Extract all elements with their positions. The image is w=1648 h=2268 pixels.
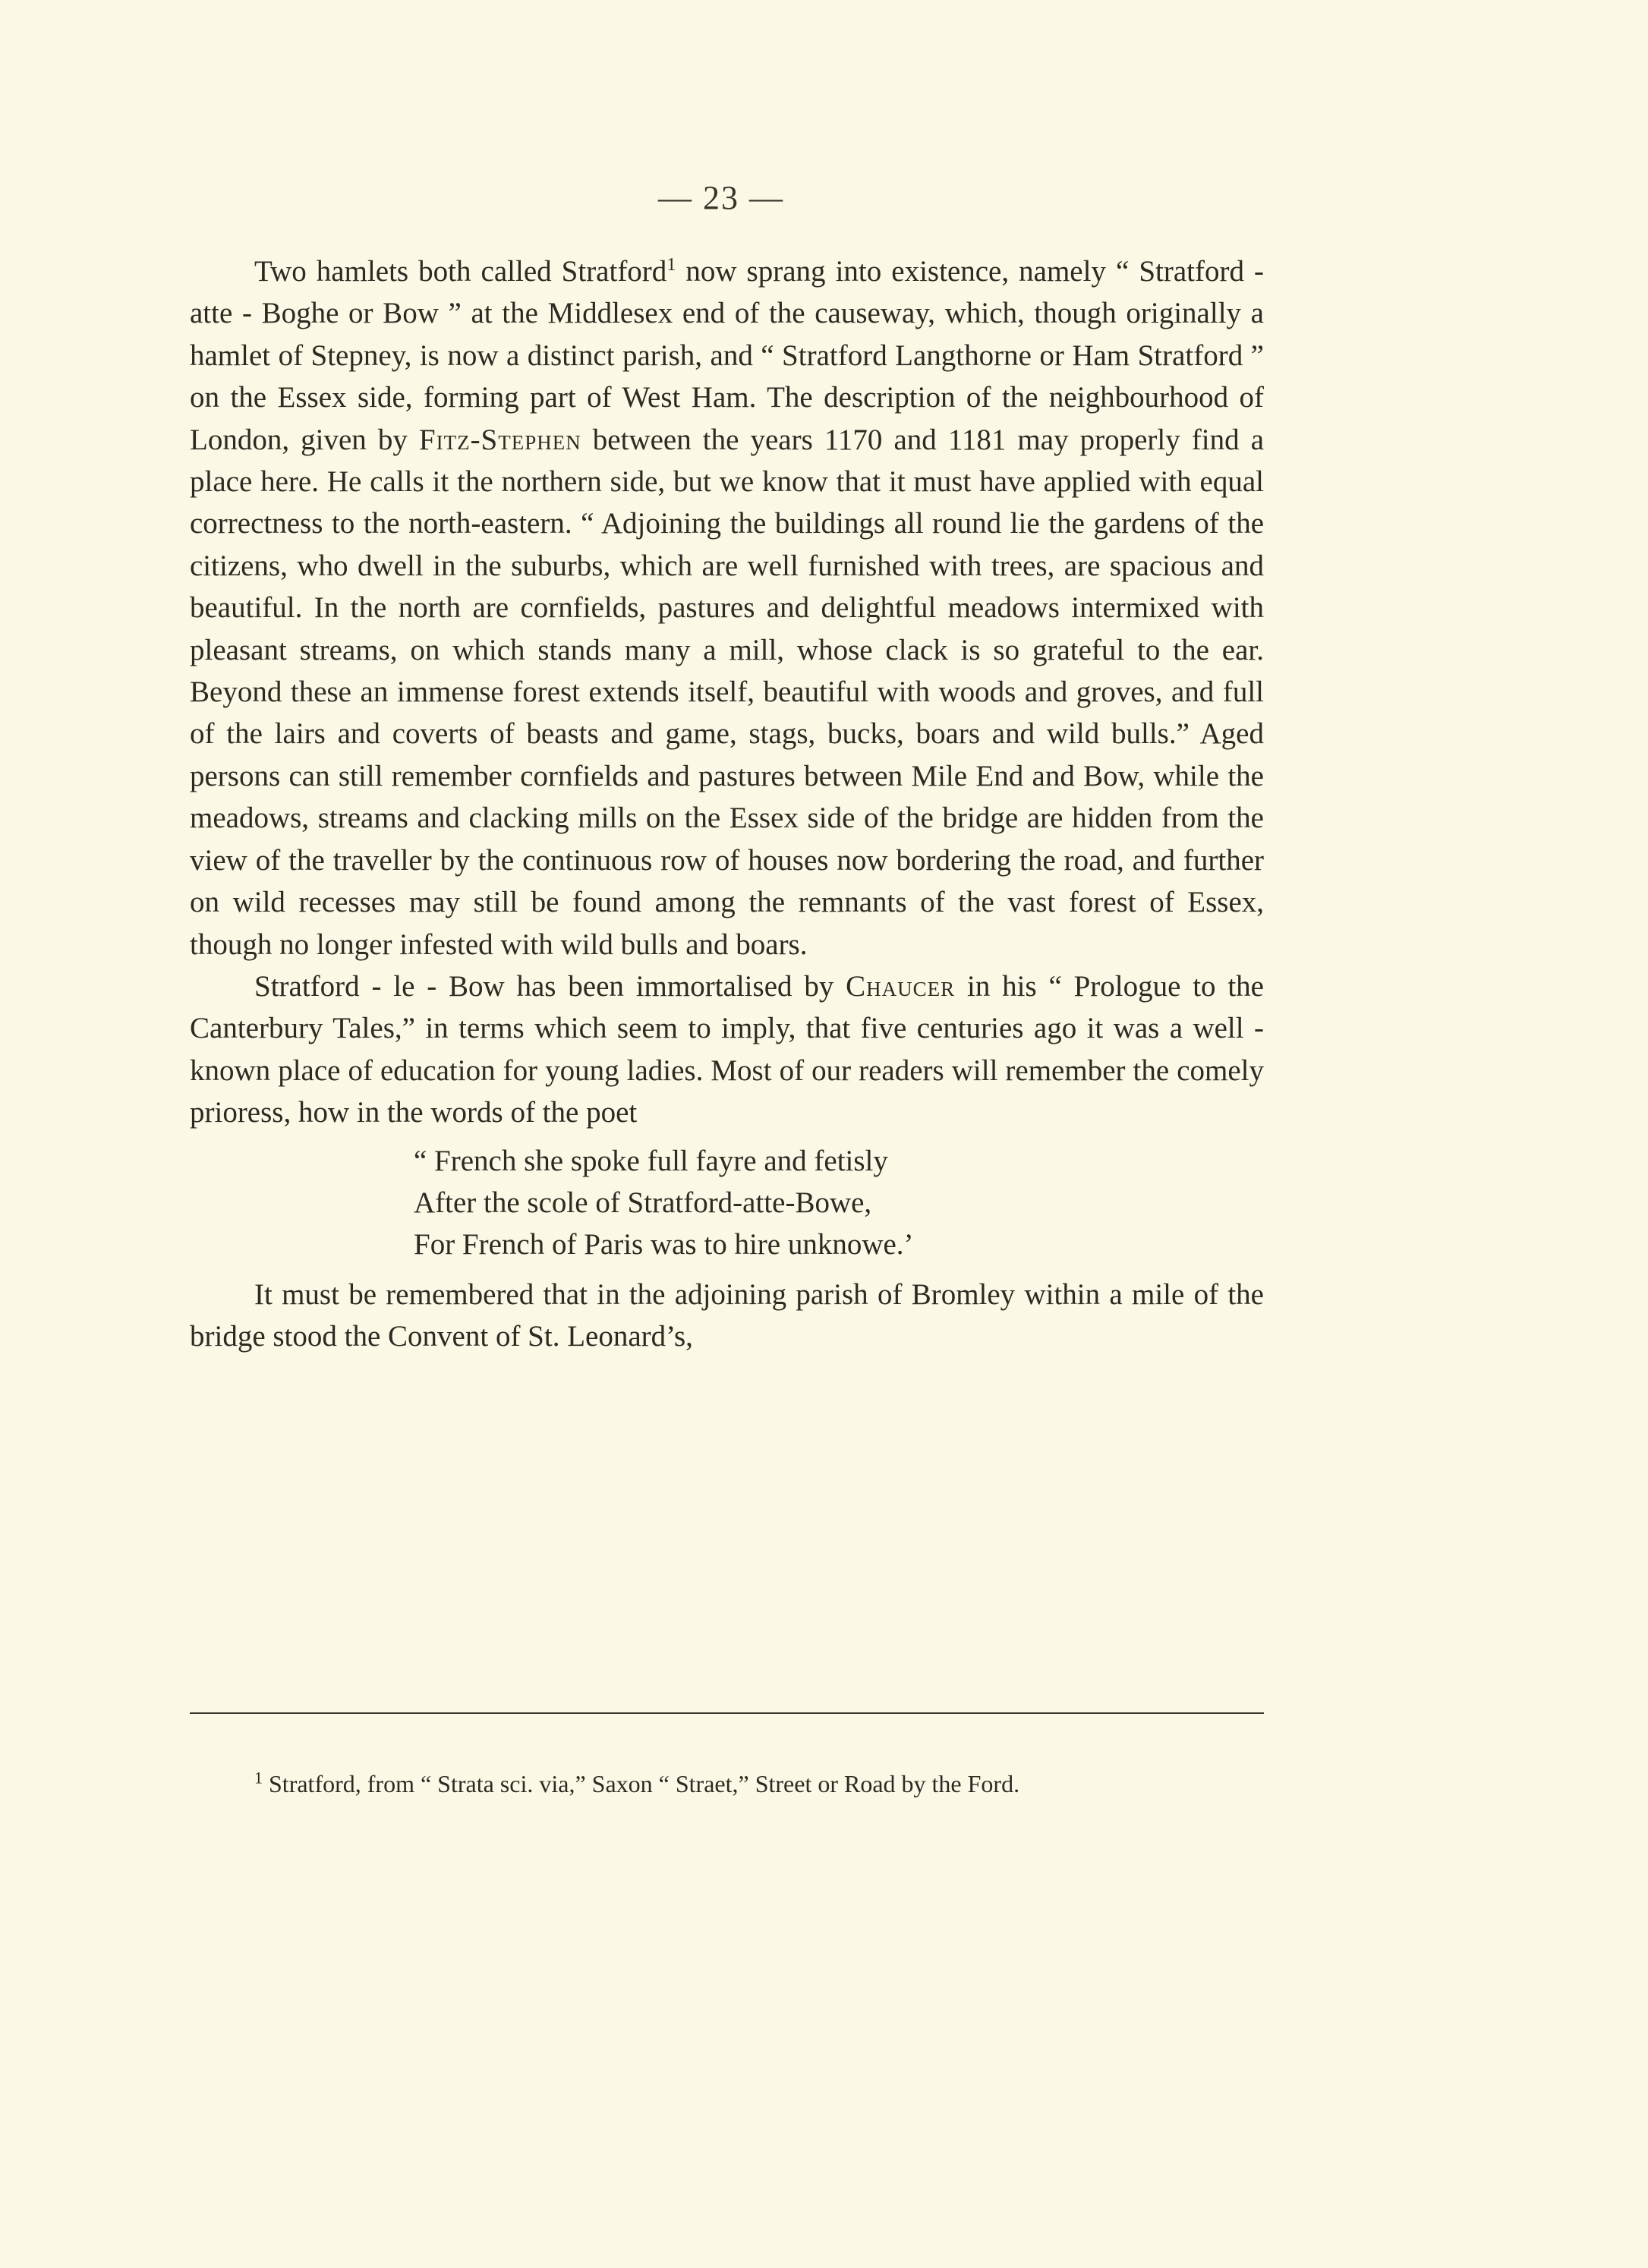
footnote-divider [190, 1712, 1264, 1714]
paragraph-1-text-a: now sprang into existence, namely “ Stratford - atte - Boghe or Bow ” at the Middlesex end of the causeway, which, though originally a hamlet of Stepney, is now a distinct parish, and “ Stratford Langthorne or Ham Stratford ” on the Essex side, forming part of West Ham. The description of the neighbourhood of London, given by [190, 255, 1265, 456]
paragraph-2-text-a: Stratford - le - Bow has been immortalised by [254, 969, 846, 1003]
paragraph-1 [190, 250, 1264, 965]
paragraph-2-text-b: in his “ Prologue to the Canterbury Tales,” in terms which seem to imply, that five centuries ago it was a well - known place of education for young ladies. Most of our readers will remember the comely prioress, how in the words of the poet [190, 969, 1264, 1129]
paragraph-3: It must be remembered that in the adjoining parish of Bromley within a mile of the bridge stood the Convent of St. Leonard’s, [190, 1277, 1264, 1353]
author-name-chaucer: Chaucer [846, 969, 956, 1003]
verse-line: “ French she spoke full fayre and fetisly [414, 1144, 888, 1177]
footnote-reference: 1 [666, 255, 676, 275]
footnote-mark: 1 [254, 1768, 263, 1788]
verse-line: After the scole of Stratford-atte-Bowe, [414, 1186, 872, 1219]
body-text [190, 250, 1264, 1358]
author-name-fitz-stephen: Fitz-Stephen [418, 423, 581, 456]
paragraph-1-opening: Two hamlets both called Stratford [254, 255, 667, 288]
footnote [254, 1769, 1019, 1799]
verse-line: For French of Paris was to hire unknowe.’ [414, 1228, 914, 1262]
paragraph-1-text-b: between the years 1170 and 1181 may properly find a place here. He calls it the northern side, but we know that it must have applied with equal correctness to the north-eastern. “ Adjoining the buildings all round lie the gardens of the citizens, who dwell in the suburbs, which are well furnished with trees, are spacious and beautiful. In the north are cornfields, pastures and delightful meadows intermixed with pleasant streams, on which stands many a mill, whose clack is so grateful to the ear. Beyond these an immense forest extends itself, beautiful with woods and groves, and full of the lairs and coverts of beasts and game, stags, bucks, boars and wild bulls.” Aged persons can still remember cornfields and pastures between Mile End and Bow, while the meadows, streams and clacking mills on the Essex side of the bridge are hidden from the view of the traveller by the continuous row of houses now bordering the road, and further on wild recesses may still be found among the remnants of the vast forest of Essex, though no longer infested with wild bulls and boars. [190, 423, 1265, 961]
footnote-text: Stratford, from “ Strata sci. via,” Saxon “ Straet,” Street or Road by the Ford. [263, 1770, 1020, 1797]
verse-quote [414, 1140, 1264, 1266]
page-number: — 23 — [658, 179, 784, 216]
paragraph-2 [190, 965, 1264, 1134]
